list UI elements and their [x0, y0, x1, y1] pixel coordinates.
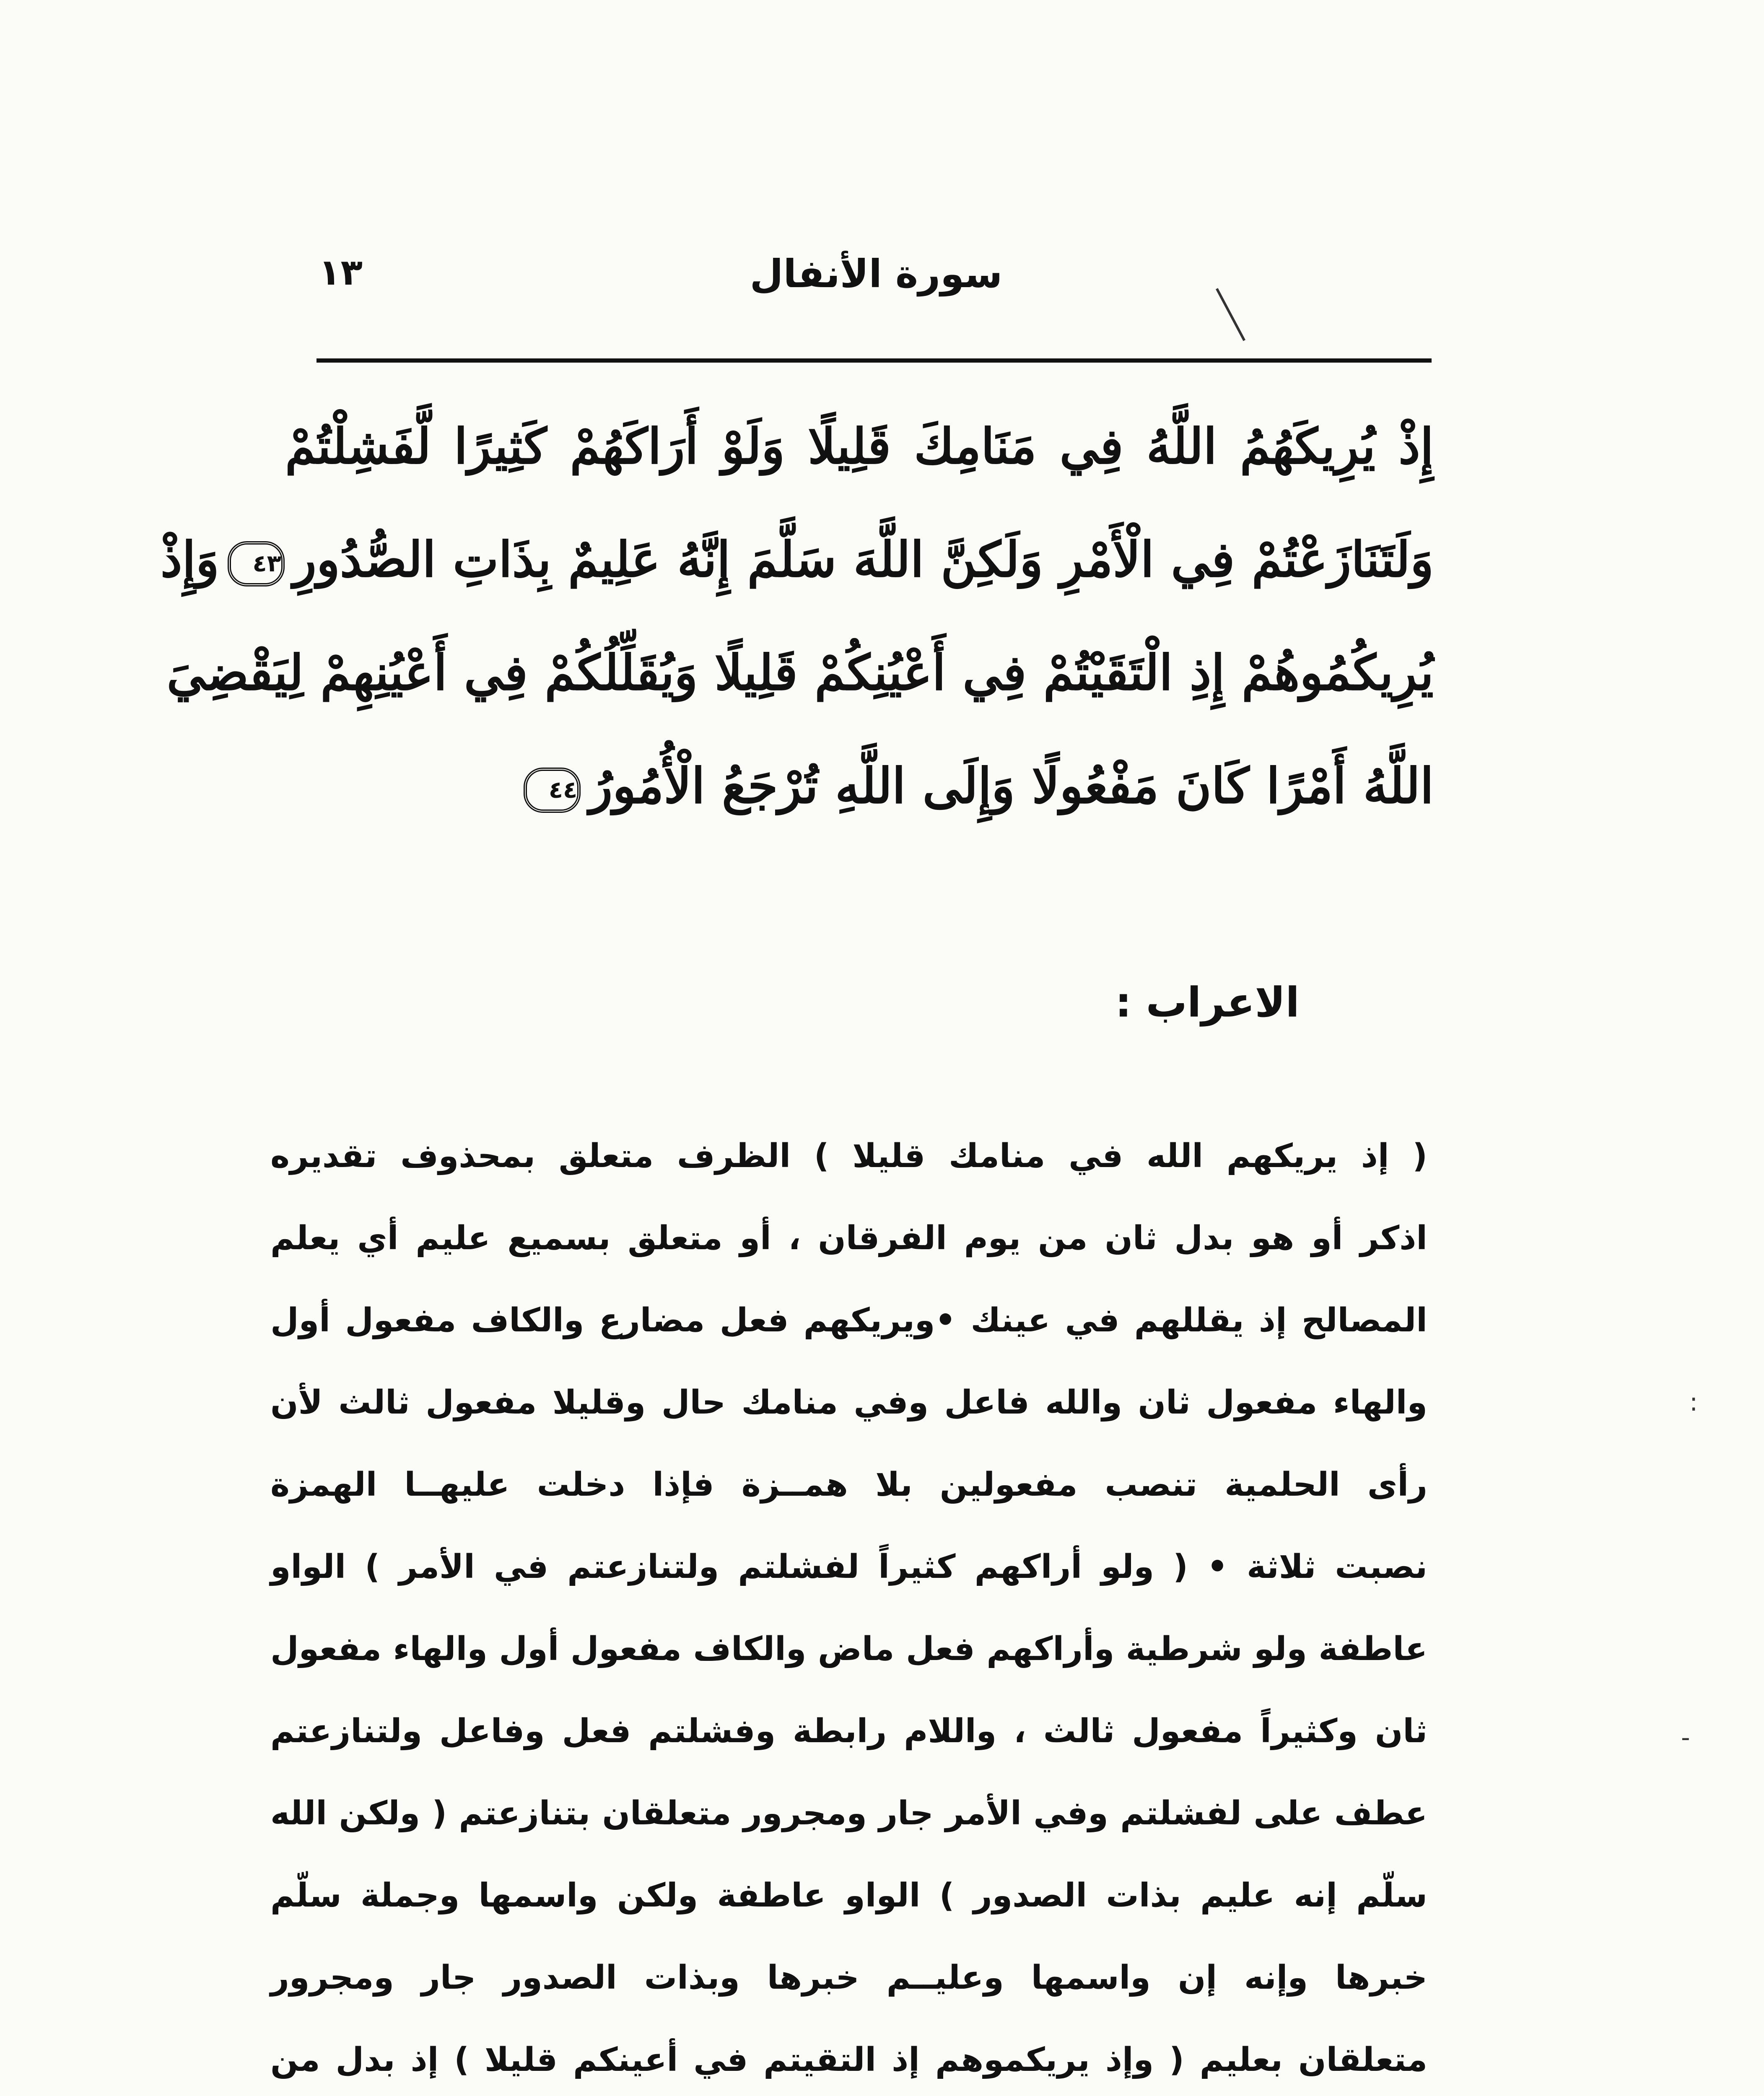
ayah-number-marker: ٤٤	[524, 768, 581, 813]
commentary-line: خبرها وإنه إن واسمها وعليــم خبرها وبذات الصدور جار ومجرور	[270, 1959, 1427, 1997]
page-number: ١٣	[319, 252, 363, 293]
commentary-text	[270, 1115, 1427, 2096]
verse-line-2: وَلَتَنَازَعْتُمْ فِي الْأَمْرِ وَلَكِنَّ اللَّهَ سَلَّمَ إِنَّهُ عَلِيمٌ بِذَاتِ الصُّدُورِ٤٣وَإِذْ	[160, 531, 1434, 588]
commentary-line: ( إذ يريكهم الله في منامك قليلا ) الظرف متعلق بمحذوف تقديره	[270, 1137, 1427, 1175]
commentary-line: ثان وكثيراً مفعول ثالث ، واللام رابطة وفشلتم فعل وفاعل ولتنازعتم	[270, 1712, 1427, 1750]
commentary-line: رأى الحلمية تنصب مفعولين بلا همــزة فإذا دخلت عليهــا الهمزة	[270, 1466, 1427, 1504]
quran-verses	[160, 390, 1434, 843]
surah-title: سورة الأنفال	[750, 252, 1003, 296]
commentary-line: والهاء مفعول ثان والله فاعل وفي منامك حال وقليلا مفعول ثالث لأن	[270, 1384, 1427, 1422]
commentary-line: متعلقان بعليم ( وإذ يريكموهم إذ التقيتم في أعينكم قليلا ) إذ بدل من	[270, 2041, 1427, 2079]
verse-line-3: يُرِيكُمُوهُمْ إِذِ الْتَقَيْتُمْ فِي أَعْيُنِكُمْ قَلِيلًا وَيُقَلِّلُكُمْ فِي أَعْيُنِهِمْ لِيَقْضِيَ	[166, 644, 1434, 701]
page-header	[319, 247, 1434, 306]
commentary-line: نصبت ثلاثة • ( ولو أراكهم كثيراً لفشلتم ولتنازعتم في الأمر ) الواو	[270, 1548, 1427, 1586]
commentary-line: سلّم إنه عليم بذات الصدور ) الواو عاطفة ولكن واسمها وجملة سلّم	[270, 1877, 1427, 1914]
commentary-line: عاطفة ولو شرطية وأراكهم فعل ماض والكاف مفعول أول والهاء مفعول	[270, 1630, 1427, 1668]
margin-speck: -	[1681, 1723, 1690, 1752]
commentary-line: المصالح إذ يقللهم في عينك •ويريكهم فعل مضارع والكاف مفعول أول	[270, 1302, 1427, 1339]
verse-line-1: إِذْ يُرِيكَهُمُ اللَّهُ فِي مَنَامِكَ قَلِيلًا وَلَوْ أَرَاكَهُمْ كَثِيرًا لَّفَشِلْتُمْ	[285, 418, 1434, 475]
commentary-line: اذكر أو هو بدل ثان من يوم الفرقان ، أو متعلق بسميع عليم أي يعلم	[270, 1219, 1427, 1257]
ayah-number-marker: ٤٣	[228, 541, 285, 586]
header-divider	[316, 358, 1432, 363]
margin-speck: :	[1689, 1388, 1698, 1417]
section-heading-irab: الاعراب :	[1115, 979, 1300, 1027]
verse-line-4: اللَّهُ أَمْرًا كَانَ مَفْعُولًا وَإِلَى اللَّهِ تُرْجَعُ الْأُمُورُ٤٤	[285, 729, 1434, 843]
commentary-line: عطف على لفشلتم وفي الأمر جار ومجرور متعلقان بتنازعتم ( ولكن الله	[270, 1795, 1427, 1832]
